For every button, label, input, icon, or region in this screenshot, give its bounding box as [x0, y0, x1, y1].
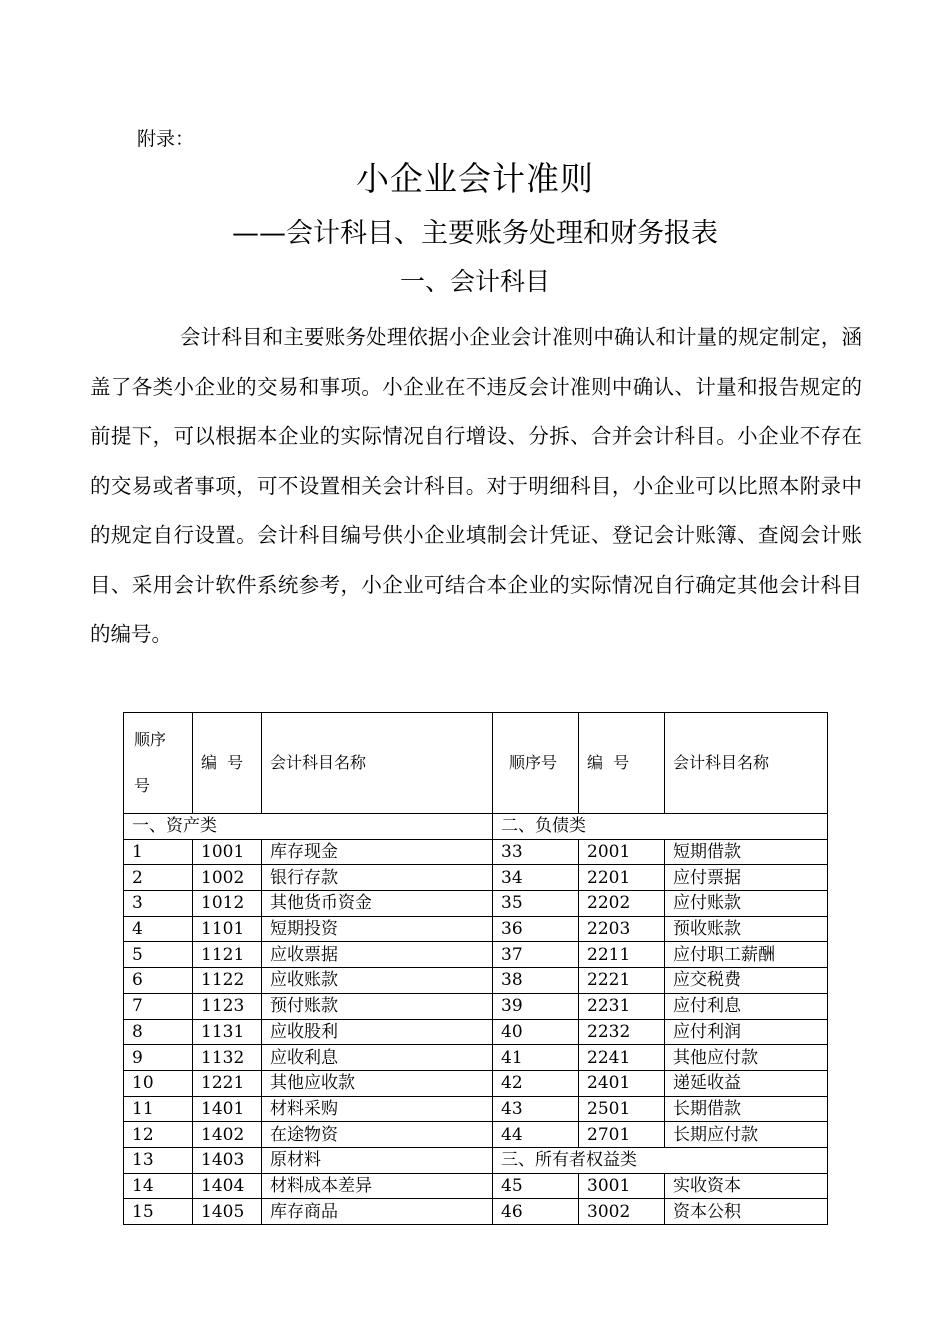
cell-seq-right: 45 — [493, 1173, 579, 1199]
cell-name-left: 应收账款 — [262, 968, 493, 994]
document-subtitle: ——会计科目、主要账务处理和财务报表 — [232, 218, 718, 249]
cell-seq-left: 9 — [124, 1045, 193, 1071]
cell-code-left: 1221 — [193, 1070, 262, 1096]
cell-name-right: 递延收益 — [665, 1070, 828, 1096]
cell-code-left: 1401 — [193, 1096, 262, 1122]
header-seq-left — [124, 713, 193, 814]
cell-seq-left: 11 — [124, 1096, 193, 1122]
cell-name-right: 应付职工薪酬 — [665, 942, 828, 968]
cell-seq-right: 36 — [493, 916, 579, 942]
cell-name-right: 应付账款 — [665, 891, 828, 917]
cell-seq-right: 43 — [493, 1096, 579, 1122]
cell-code-left: 1403 — [193, 1147, 262, 1173]
cell-code-left: 1012 — [193, 891, 262, 917]
cell-code-right: 3001 — [579, 1173, 665, 1199]
cell-seq-left: 13 — [124, 1147, 193, 1173]
cell-name-left: 应收票据 — [262, 942, 493, 968]
cell-seq-left: 1 — [124, 839, 193, 865]
cell-code-right: 2211 — [579, 942, 665, 968]
cell-code-left: 1122 — [193, 968, 262, 994]
appendix-label: 附录： — [137, 128, 195, 150]
cell-seq-left: 7 — [124, 993, 193, 1019]
cell-code-left: 1131 — [193, 1019, 262, 1045]
table-row — [124, 993, 828, 1019]
cell-seq-right: 34 — [493, 865, 579, 891]
cell-name-left: 预付账款 — [262, 993, 493, 1019]
cell-seq-right: 40 — [493, 1019, 579, 1045]
cell-seq-right: 41 — [493, 1045, 579, 1071]
cell-name-left: 应收股利 — [262, 1019, 493, 1045]
cell-code-left: 1132 — [193, 1045, 262, 1071]
table-row — [124, 1019, 828, 1045]
cell-code-left: 1121 — [193, 942, 262, 968]
cell-code-left: 1402 — [193, 1122, 262, 1148]
cell-name-left: 在途物资 — [262, 1122, 493, 1148]
header-code-right: 编 号 — [579, 713, 665, 814]
table-row — [124, 865, 828, 891]
cell-code-right: 2232 — [579, 1019, 665, 1045]
cell-seq-right: 35 — [493, 891, 579, 917]
cell-code-right: 2001 — [579, 839, 665, 865]
category-assets: 一、资产类 — [124, 814, 493, 840]
table-row — [124, 1122, 828, 1148]
cell-name-right: 应付利息 — [665, 993, 828, 1019]
cell-name-left: 银行存款 — [262, 865, 493, 891]
table-row — [124, 891, 828, 917]
cell-name-left: 其他货币资金 — [262, 891, 493, 917]
cell-code-left: 1101 — [193, 916, 262, 942]
cell-seq-right: 33 — [493, 839, 579, 865]
header-seq-right: 顺序号 — [493, 713, 579, 814]
cell-code-right: 2231 — [579, 993, 665, 1019]
cell-code-right: 2241 — [579, 1045, 665, 1071]
category-liabilities: 二、负债类 — [493, 814, 828, 840]
cell-name-right: 长期借款 — [665, 1096, 828, 1122]
cell-name-left: 材料采购 — [262, 1096, 493, 1122]
table-row — [124, 1147, 828, 1173]
cell-code-left: 1001 — [193, 839, 262, 865]
section-heading: 一、会计科目 — [399, 267, 550, 296]
cell-name-right: 应付票据 — [665, 865, 828, 891]
table-row — [124, 942, 828, 968]
cell-code-left: 1002 — [193, 865, 262, 891]
cell-seq-right: 38 — [493, 968, 579, 994]
cell-code-right: 3002 — [579, 1199, 665, 1225]
cell-code-left: 1405 — [193, 1199, 262, 1225]
cell-code-right: 2202 — [579, 891, 665, 917]
table-row — [124, 1096, 828, 1122]
table-row — [124, 968, 828, 994]
category-row — [124, 814, 828, 840]
cell-name-right: 其他应付款 — [665, 1045, 828, 1071]
cell-name-right: 应交税费 — [665, 968, 828, 994]
cell-name-right: 短期借款 — [665, 839, 828, 865]
cell-seq-left: 10 — [124, 1070, 193, 1096]
cell-code-right: 2221 — [579, 968, 665, 994]
cell-seq-left: 4 — [124, 916, 193, 942]
cell-name-right: 预收账款 — [665, 916, 828, 942]
table-row — [124, 1070, 828, 1096]
cell-name-left: 应收利息 — [262, 1045, 493, 1071]
cell-name-right: 资本公积 — [665, 1199, 828, 1225]
document-title: 小企业会计准则 — [356, 159, 594, 198]
cell-code-right: 2401 — [579, 1070, 665, 1096]
cell-seq-right: 37 — [493, 942, 579, 968]
cell-seq-left: 14 — [124, 1173, 193, 1199]
table-row — [124, 1173, 828, 1199]
header-seq-left-a: 顺序 — [134, 730, 167, 749]
cell-name-left: 库存现金 — [262, 839, 493, 865]
cell-seq-right: 46 — [493, 1199, 579, 1225]
header-code-left: 编 号 — [193, 713, 262, 814]
cell-seq-left: 5 — [124, 942, 193, 968]
cell-name-left: 库存商品 — [262, 1199, 493, 1225]
cell-code-left: 1404 — [193, 1173, 262, 1199]
cell-seq-left: 8 — [124, 1019, 193, 1045]
cell-name-left: 材料成本差异 — [262, 1173, 493, 1199]
table-row — [124, 916, 828, 942]
cell-seq-left: 6 — [124, 968, 193, 994]
cell-code-right: 2701 — [579, 1122, 665, 1148]
table-header-row — [124, 713, 828, 814]
cell-code-right: 2201 — [579, 865, 665, 891]
cell-seq-left: 12 — [124, 1122, 193, 1148]
category-equity: 三、所有者权益类 — [493, 1147, 828, 1173]
cell-code-right: 2203 — [579, 916, 665, 942]
header-name-left: 会计科目名称 — [262, 713, 493, 814]
cell-seq-left: 3 — [124, 891, 193, 917]
cell-name-right: 应付利润 — [665, 1019, 828, 1045]
cell-name-left: 原材料 — [262, 1147, 493, 1173]
header-seq-left-b: 号 — [134, 776, 151, 795]
cell-name-left: 短期投资 — [262, 916, 493, 942]
table-row — [124, 1199, 828, 1225]
cell-seq-left: 15 — [124, 1199, 193, 1225]
cell-seq-right: 44 — [493, 1122, 579, 1148]
cell-code-left: 1123 — [193, 993, 262, 1019]
table-row — [124, 1045, 828, 1071]
header-name-right: 会计科目名称 — [665, 713, 828, 814]
cell-code-right: 2501 — [579, 1096, 665, 1122]
cell-name-right: 实收资本 — [665, 1173, 828, 1199]
cell-seq-left: 2 — [124, 865, 193, 891]
cell-seq-right: 39 — [493, 993, 579, 1019]
cell-name-right: 长期应付款 — [665, 1122, 828, 1148]
cell-seq-right: 42 — [493, 1070, 579, 1096]
cell-name-left: 其他应收款 — [262, 1070, 493, 1096]
intro-paragraph: 会计科目和主要账务处理依据小企业会计准则中确认和计量的规定制定，涵盖了各类小企业的交易和事项。小企业在不违反会计准则中确认、计量和报告规定的前提下，可以根据本企业的实际情况自行增设、分拆、合并会计科目。小企业不存在的交易或者事项，可不设置相关会计科目。对于明细科目，小企业可以比照本附录中的规定自行设置。会计科目编号供小企业填制会计凭证、登记会计账簿、查阅会计账目、采用会计软件系统参考，小企业可结合本企业的实际情况自行确定其他会计科目的编号。 — [90, 325, 862, 646]
accounts-table — [123, 712, 828, 1225]
table-row — [124, 839, 828, 865]
